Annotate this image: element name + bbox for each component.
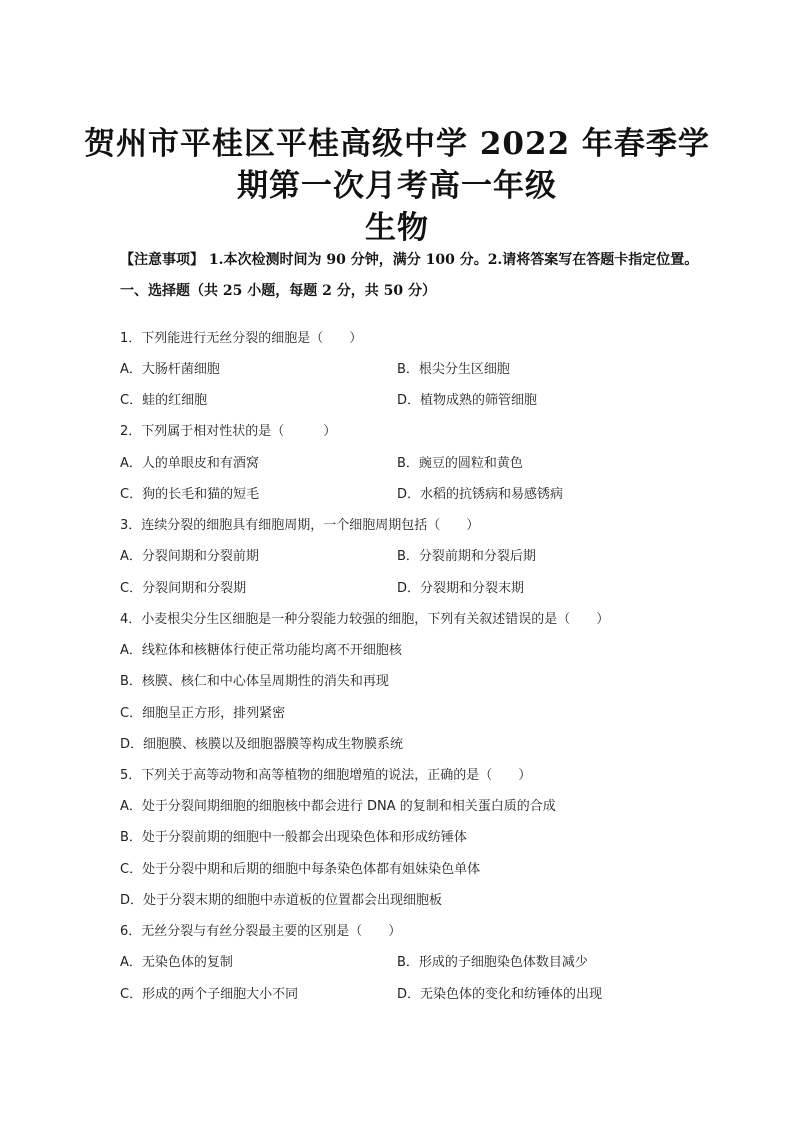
question-2-option-d: D．水稻的抗锈病和易感锈病 [397,487,564,502]
question-3-option-c: C．分裂间期和分裂期 [120,581,247,596]
question-2-stem: 2．下列属于相对性状的是（ ） [120,424,337,439]
question-5-stem: 5．下列关于高等动物和高等植物的细胞增殖的说法，正确的是（ ） [120,768,532,783]
question-1-option-d: D．植物成熟的筛管细胞 [397,393,538,408]
question-6-option-b: B．形成的子细胞染色体数目减少 [397,955,588,970]
section-heading: 一、选择题（共 25 小题，每题 2 分，共 50 分） [120,283,436,299]
question-2-option-c: C．狗的长毛和猫的短毛 [120,487,260,502]
question-6-stem: 6．无丝分裂与有丝分裂最主要的区别是（ ） [120,924,402,939]
question-2-option-b: B．豌豆的圆粒和黄色 [397,456,523,471]
question-5-option-a: A．处于分裂间期细胞的细胞核中都会进行 DNA 的复制和相关蛋白质的合成 [120,799,556,814]
question-3-option-a: A．分裂间期和分裂前期 [120,549,259,564]
question-6-option-c: C．形成的两个子细胞大小不同 [120,987,299,1002]
question-4-option-a: A．线粒体和核糖体行使正常功能均离不开细胞核 [120,643,402,658]
question-5-option-d: D．处于分裂末期的细胞中赤道板的位置都会出现细胞板 [120,893,443,908]
question-4-option-c: C．细胞呈正方形，排列紧密 [120,706,286,721]
title-line-1: 贺州市平桂区平桂高级中学 2022 年春季学 [84,126,710,162]
subject-title: 生物 [365,210,429,246]
question-2-option-a: A．人的单眼皮和有酒窝 [120,456,259,471]
question-5-option-c: C．处于分裂中期和后期的细胞中每条染色体都有姐妹染色单体 [120,862,481,877]
notice: 【注意事项】 1.本次检测时间为 90 分钟，满分 100 分。2.请将答案写在答题卡指定位置。 [120,252,699,268]
question-5-option-b: B．处于分裂前期的细胞中一般都会出现染色体和形成纺锤体 [120,830,467,845]
question-6-option-a: A．无染色体的复制 [120,955,233,970]
question-3-stem: 3．连续分裂的细胞具有细胞周期，一个细胞周期包括（ ） [120,518,480,533]
question-1-option-b: B．根尖分生区细胞 [397,362,510,377]
question-4-option-d: D．细胞膜、核膜以及细胞器膜等构成生物膜系统 [120,737,404,752]
question-1-stem: 1．下列能进行无丝分裂的细胞是（ ） [120,331,363,346]
question-6-option-d: D．无染色体的变化和纺锤体的出现 [397,987,603,1002]
question-1-option-a: A．大肠杆菌细胞 [120,362,220,377]
question-3-option-b: B．分裂前期和分裂后期 [397,549,536,564]
question-4-stem: 4．小麦根尖分生区细胞是一种分裂能力较强的细胞，下列有关叙述错误的是（ ） [120,612,610,627]
question-3-option-d: D．分裂期和分裂末期 [397,581,525,596]
question-4-option-b: B．核膜、核仁和中心体呈周期性的消失和再现 [120,674,389,689]
title-line-2: 期第一次月考高一年级 [237,168,557,204]
question-1-option-c: C．蛙的红细胞 [120,393,208,408]
